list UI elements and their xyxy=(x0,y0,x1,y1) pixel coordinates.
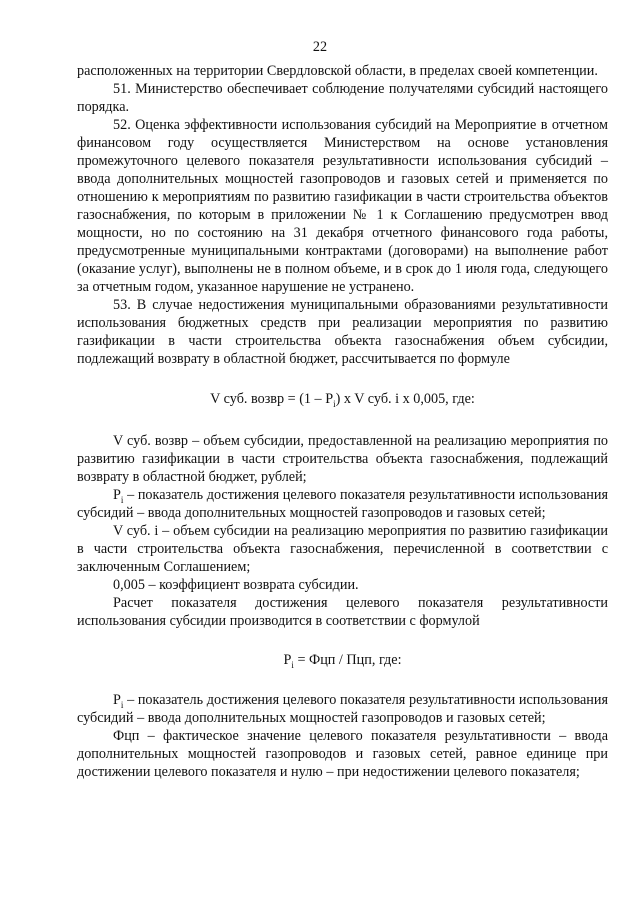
document-body xyxy=(77,62,608,781)
formula-subsidy-return xyxy=(77,390,608,408)
definition-v-return xyxy=(77,432,608,486)
formula-indicator-part2: = Фцп / Пцп, где: xyxy=(293,652,402,668)
definition-fcp: Фцп – фактическое значение целевого показателя результативности – ввода дополнительных мощностей газопроводов и газовых сетей, равное единице при достижении целевого показателя и нулю – при недостижении целевого показателя; xyxy=(77,728,608,780)
formula-subsidy-return-part1: V суб. возвр = (1 – P xyxy=(210,391,334,407)
formula-subsidy-return-part2: ) x V суб. i x 0,005, где: xyxy=(335,391,475,407)
definition-v-return-symbol: V суб. возвр xyxy=(113,433,189,449)
definition-pi-second xyxy=(77,691,608,727)
definition-v-return-text: – объем субсидии, предоставленной на реализацию мероприятия по развитию газификации в части строительства объекта газоснабжения, подлежащий возврату в областной бюджет, рублей; xyxy=(77,433,608,485)
formula-subsidy-return-subscript: i xyxy=(333,398,336,409)
definition-v-i-text: – объем субсидии на реализацию мероприятия по развитию газификации в части строительства объекта газоснабжения, перечисленной в соответствии с заключенным Соглашением; xyxy=(77,523,608,575)
definition-pi-text: – показатель достижения целевого показателя результативности использования субсидий – ввода дополнительных мощностей газопроводов и газовых сетей; xyxy=(77,487,608,521)
page-number: 22 xyxy=(312,39,328,55)
definition-pi xyxy=(77,486,608,522)
definition-pi-second-symbol: P xyxy=(113,692,121,708)
definition-v-i xyxy=(77,522,608,576)
paragraph-52: 52. Оценка эффективности использования субсидий на Мероприятие в отчетном финансовом году осуществляется Министерством на основе установления промежуточного целевого показателя результативности использования субсидий – ввода дополнительных мощностей газопроводов и газовых сетей и применяется по отношению к мероприятиям по развитию газификации в части строительства объектов газоснабжения, по которым в приложении № 1 к Соглашению предусмотрен ввод мощности, но по состоянию на 31 декабря отчетного финансового года работы, предусмотренные муниципальными контрактами (договорами) на выполнение работ (оказание услуг), выполнены не в полном объеме, и в срок до 1 июля года, следующего за отчетным годом, указанное нарушение не устранено. xyxy=(77,117,608,295)
paragraph-51: 51. Министерство обеспечивает соблюдение получателями субсидий настоящего порядка. xyxy=(77,81,608,115)
formula-indicator-subscript: i xyxy=(291,659,294,670)
definition-pi-second-text: – показатель достижения целевого показателя результативности использования субсидий – ввода дополнительных мощностей газопроводов и газовых сетей; xyxy=(77,692,608,726)
definition-v-i-symbol: V суб. i xyxy=(113,523,159,539)
paragraph-continuation: расположенных на территории Свердловской области, в пределах своей компетенции. xyxy=(77,63,598,79)
paragraph-53: 53. В случае недостижения муниципальными образованиями результативности использования бюджетных средств при реализации мероприятия по развитию газификации в части строительства объекта газоснабжения объем субсидии, подлежащий возврату в областной бюджет, рассчитывается по формуле xyxy=(77,297,608,367)
definition-coefficient: 0,005 – коэффициент возврата субсидии. xyxy=(113,577,359,593)
paragraph-indicator-calculation: Расчет показателя достижения целевого показателя результативности использования субсидии производится в соответствии с формулой xyxy=(77,595,608,629)
definition-pi-subscript: i xyxy=(120,494,124,505)
formula-indicator-part1: P xyxy=(283,652,292,668)
formula-indicator xyxy=(77,651,608,669)
definition-pi-symbol: P xyxy=(113,487,121,503)
definition-pi-second-subscript: i xyxy=(120,699,124,710)
